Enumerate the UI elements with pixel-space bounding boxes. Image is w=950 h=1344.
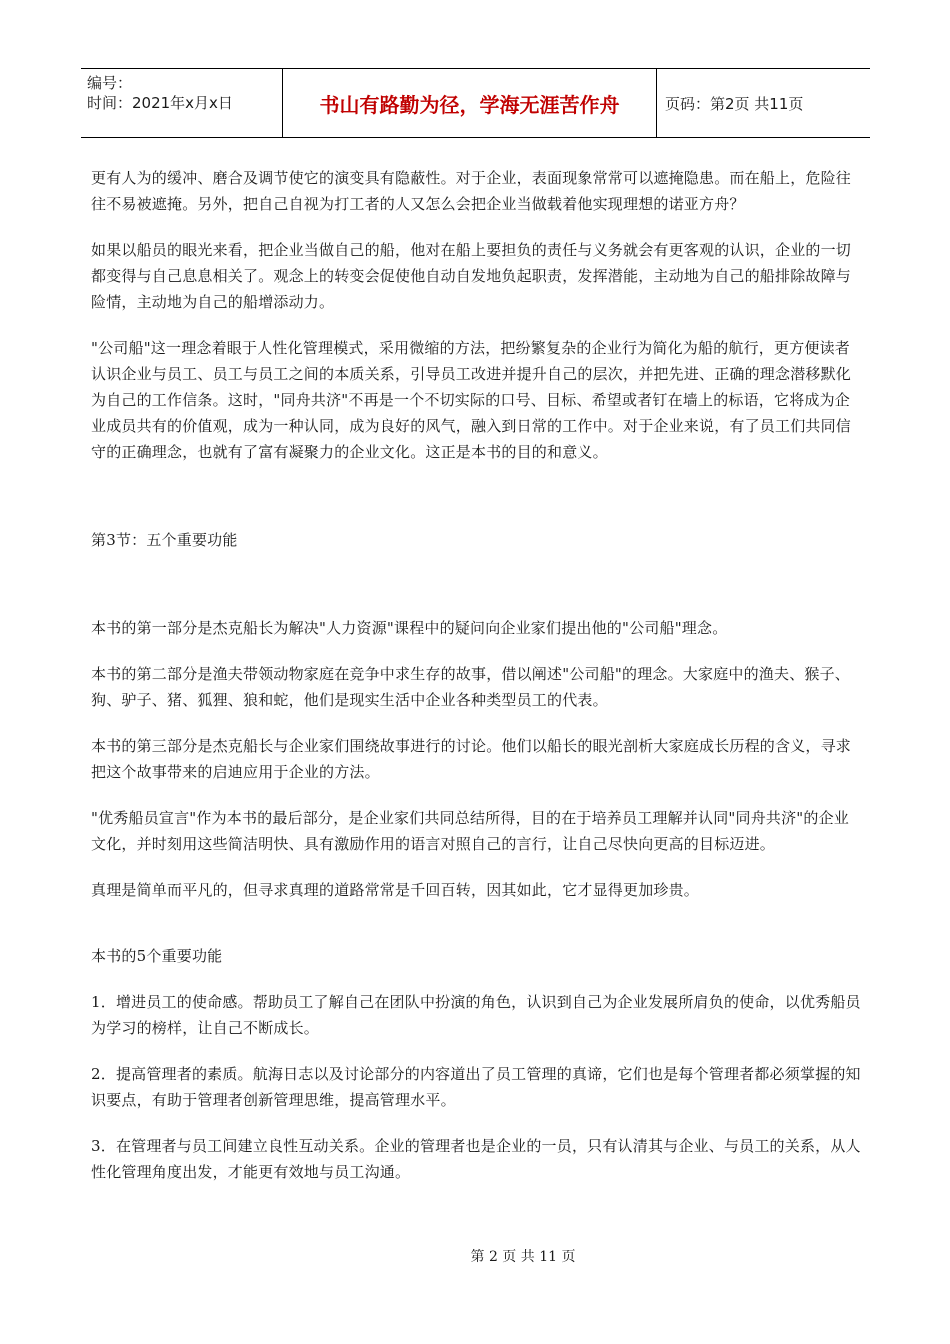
list-title: 本书的5个重要功能 — [91, 947, 223, 965]
section-title: 第3节：五个重要功能 — [91, 531, 238, 549]
paragraph: 如果以船员的眼光来看，把企业当做自己的船，他对在船上要担负的责任与义务就会有更客观的认识，企业的一切都变得与自己息息相关了。观念上的转变会促使他自动自发地负起职责，发挥潜能，主动地为自己的船排除故障与险情，主动地为自己的船增添动力。 — [91, 241, 852, 311]
paragraph: "优秀船员宣言"作为本书的最后部分，是企业家们共同总结所得，目的在于培养员工理解并认同"同舟共济"的企业文化，并时刻用这些简洁明快、具有激励作用的语言对照自己的言行，让自己尽快向更高的目标迈进。 — [91, 809, 850, 853]
paragraph: 本书的第三部分是杰克船长与企业家们围绕故事进行的讨论。他们以船长的眼光剖析大家庭成长历程的含义，寻求把这个故事带来的启迪应用于企业的方法。 — [91, 737, 852, 781]
paragraph: 本书的第一部分是杰克船长为解决"人力资源"课程中的疑问向企业家们提出他的"公司船"理念。 — [91, 619, 728, 637]
document-body — [91, 165, 861, 1185]
paragraph: 本书的第二部分是渔夫带领动物家庭在竞争中求生存的故事，借以阐述"公司船"的理念。大家庭中的渔夫、猴子、狗、驴子、猪、狐狸、狼和蛇，他们是现实生活中企业各种类型员工的代表。 — [91, 665, 851, 709]
page-header — [81, 68, 870, 138]
paragraph: 真理是简单而平凡的，但寻求真理的道路常常是千回百转，因其如此，它才显得更加珍贵。 — [91, 881, 700, 899]
header-number-label: 编号： — [87, 74, 133, 92]
header-motto: 书山有路勤为径，学海无涯苦作舟 — [283, 69, 657, 137]
header-meta — [81, 69, 283, 137]
header-page-info: 页码：第2页 共11页 — [665, 94, 804, 113]
list-item: 2．提高管理者的素质。航海日志以及讨论部分的内容道出了员工管理的真谛，它们也是每个管理者都必须掌握的知识要点，有助于管理者创新管理思维，提高管理水平。 — [91, 1065, 861, 1109]
page-footer: 第 2 页 共 11 页 — [470, 1249, 576, 1265]
paragraph: 更有人为的缓冲、磨合及调节使它的演变具有隐蔽性。对于企业，表面现象常常可以遮掩隐患。而在船上，危险往往不易被遮掩。另外，把自己自视为打工者的人又怎么会把企业当做载着他实现理想的诺亚方舟？ — [91, 169, 852, 213]
list-item: 3．在管理者与员工间建立良性互动关系。企业的管理者也是企业的一员，只有认清其与企业、与员工的关系，从人性化管理角度出发，才能更有效地与员工沟通。 — [91, 1137, 861, 1181]
header-time: 时间：2021年x月x日 — [87, 94, 233, 112]
list-item: 1．增进员工的使命感。帮助员工了解自己在团队中扮演的角色，认识到自己为企业发展所肩负的使命，以优秀船员为学习的榜样，让自己不断成长。 — [91, 993, 861, 1037]
paragraph: "公司船"这一理念着眼于人性化管理模式，采用微缩的方法，把纷繁复杂的企业行为简化为船的航行，更方便读者认识企业与员工、员工与员工之间的本质关系，引导员工改进并提升自己的层次，并把先进、正确的理念潜移默化为自己的工作信条。这时，"同舟共济"不再是一个不切实际的口号、目标、希望或者钉在墙上的标语，它将成为企业成员共有的价值观，成为一种认同，成为良好的风气，融入到日常的工作中。对于企业来说，有了员工们共同信守的正确理念，也就有了富有凝聚力的企业文化。这正是本书的目的和意义。 — [91, 339, 852, 461]
